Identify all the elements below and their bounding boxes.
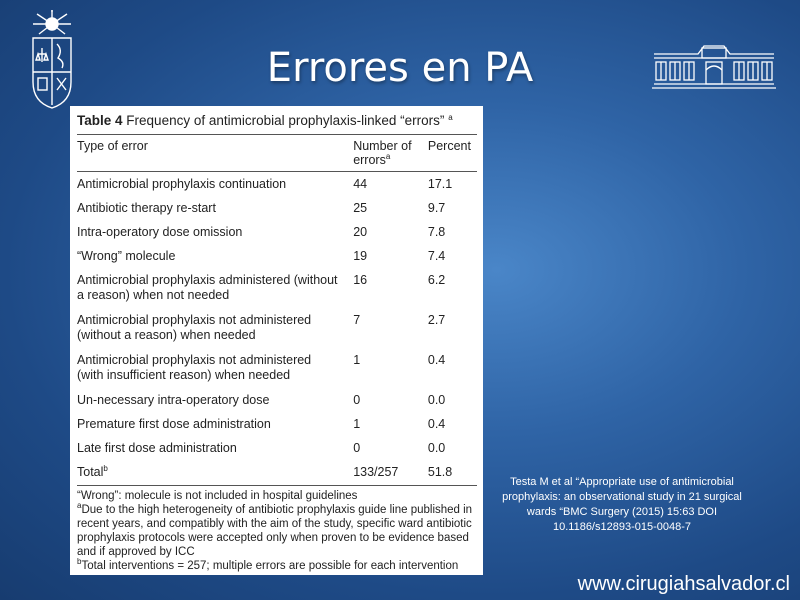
footnote-a (77, 503, 477, 559)
row-type-line1: Antimicrobial prophylaxis not administered (77, 353, 312, 367)
row-percent: 9.7 (427, 201, 446, 215)
table-row (77, 201, 477, 225)
table-footnotes (77, 486, 477, 573)
table-row (77, 393, 477, 417)
row-type: Antimicrobial prophylaxis continuation (77, 177, 287, 191)
row-type (77, 273, 353, 313)
footnote-wrong: “Wrong”: molecule is not included in hospital guidelines (77, 490, 358, 502)
row-number: 20 (353, 225, 368, 239)
table-total-row (77, 465, 477, 486)
row-type-line2: a reason) when not needed (77, 288, 230, 302)
row-number: 25 (353, 201, 368, 215)
row-type-line2: (without a reason) when needed (77, 328, 256, 342)
row-percent: 17.1 (427, 177, 453, 191)
table-row (77, 225, 477, 249)
table-row (77, 313, 477, 353)
row-number: 0 (353, 393, 361, 407)
row-number: 44 (353, 177, 368, 191)
table-row (77, 177, 477, 201)
row-type (77, 313, 353, 353)
header-percent: Percent (427, 139, 471, 153)
header-number-line2 (353, 153, 428, 167)
row-type-line1: Antimicrobial prophylaxis administered (without (77, 273, 338, 287)
table-label: Table 4 (77, 113, 123, 128)
row-type: Antibiotic therapy re-start (77, 201, 216, 215)
footnote-b-sup: b (77, 557, 82, 566)
total-label (77, 465, 353, 485)
row-type: Un-necessary intra-operatory dose (77, 393, 270, 407)
table-body (77, 172, 477, 486)
row-percent: 2.7 (427, 313, 446, 327)
row-number: 1 (353, 417, 361, 431)
table-caption (77, 110, 477, 135)
row-type (77, 353, 353, 393)
table-caption-text: Frequency of antimicrobial prophylaxis-linked “errors” (126, 113, 445, 128)
footnote-b (77, 559, 477, 573)
row-number: 19 (353, 249, 368, 263)
row-number: 0 (353, 441, 361, 455)
total-number: 133/257 (353, 465, 399, 479)
table-row (77, 441, 477, 465)
citation-text: Testa M et al “Appropriate use of antimicrobial prophylaxis: an observational study in 21 surgical wards “BMC Surgery (2015) 15:63 DOI 10.1186/s12893-015-0048-7 (502, 476, 742, 533)
footnote-b-text: Total interventions = 257; multiple errors are possible for each intervention (81, 560, 459, 572)
row-percent: 0.0 (427, 393, 446, 407)
total-percent: 51.8 (427, 465, 453, 479)
footnote-a-text: Due to the high heterogeneity of antibiotic prophylaxis guide line published in recent years, and compatibly with the aim of the study, specific ward antibiotic prophylaxis protocols were accepted only when proven to be evidence based and if approved by ICC (77, 504, 473, 558)
row-type: Premature first dose administration (77, 417, 271, 431)
row-type: Late first dose administration (77, 441, 237, 455)
header-type: Type of error (77, 139, 148, 153)
row-type: Intra-operatory dose omission (77, 225, 243, 239)
row-type-line1: Antimicrobial prophylaxis not administered (77, 313, 312, 327)
row-percent: 7.4 (427, 249, 446, 263)
total-label-sup: b (103, 464, 108, 473)
row-type-line2: (with insufficient reason) when needed (77, 368, 291, 382)
header-number (353, 139, 428, 167)
website-url[interactable]: www.cirugiahsalvador.cl (577, 573, 790, 595)
row-number: 16 (353, 273, 368, 287)
table-card (70, 106, 483, 575)
row-percent: 7.8 (427, 225, 446, 239)
table-row (77, 417, 477, 441)
table-row (77, 353, 477, 393)
header-number-errors: errors (353, 153, 386, 167)
row-number: 7 (353, 313, 361, 327)
row-percent: 0.4 (427, 417, 446, 431)
table-row (77, 249, 477, 273)
row-type: “Wrong” molecule (77, 249, 176, 263)
table-row (77, 273, 477, 313)
header-number-line1: Number of (353, 139, 412, 153)
table-caption-sup: a (448, 113, 453, 122)
slide-title: Errores en PA (266, 45, 534, 91)
footnote-a-sup: a (77, 501, 82, 510)
table-header-row (77, 135, 477, 172)
row-percent: 0.4 (427, 353, 446, 367)
row-percent: 6.2 (427, 273, 446, 287)
total-label-text: Total (77, 465, 104, 479)
row-number: 1 (353, 353, 361, 367)
row-percent: 0.0 (427, 441, 446, 455)
header-number-sup: a (385, 152, 391, 161)
